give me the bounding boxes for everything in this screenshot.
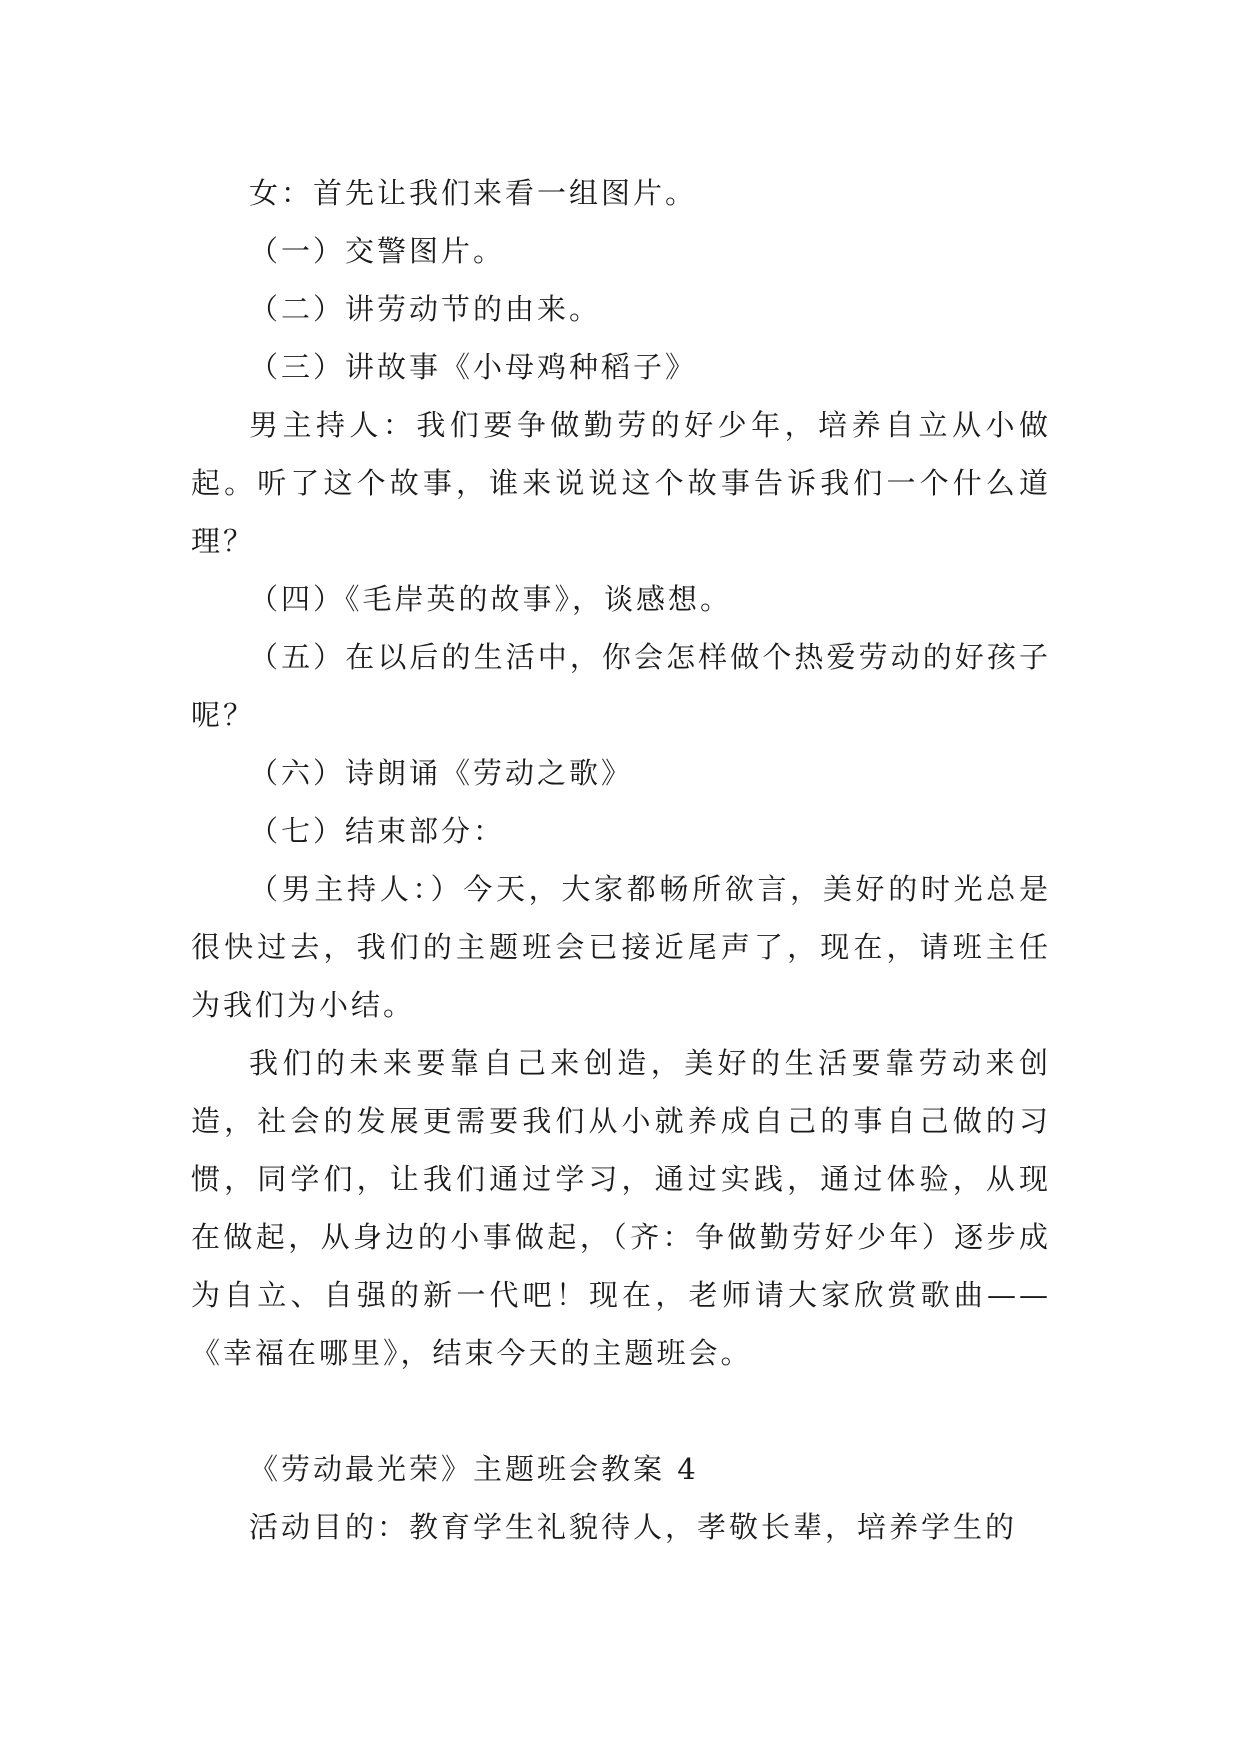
paragraph: 男主持人：我们要争做勤劳的好少年，培养自立从小做起。听了这个故事，谁来说说这个故事告诉我们一个什么道理？	[191, 408, 1051, 558]
paragraph: （一）交警图片。	[249, 234, 506, 268]
paragraph: （四）《毛岸英的故事》，谈感想。	[249, 582, 733, 616]
paragraph: （三）讲故事《小母鸡种稻子》	[249, 350, 698, 384]
paragraph: （六）诗朗诵《劳动之歌》	[249, 756, 634, 790]
paragraph: （五）在以后的生活中，你会怎样做个热爱劳动的好孩子呢？	[191, 640, 1051, 732]
section-spacer	[191, 1382, 1051, 1440]
paragraph: 女：首先让我们来看一组图片。	[249, 176, 698, 210]
document-body	[191, 164, 1051, 1556]
paragraph: （男主持人：）今天，大家都畅所欲言，美好的时光总是很快过去，我们的主题班会已接近尾声了，现在，请班主任为我们为小结。	[191, 872, 1051, 1022]
paragraph: （二）讲劳动节的由来。	[249, 292, 602, 326]
section-title: 《劳动最光荣》主题班会教案 4	[249, 1452, 699, 1486]
paragraph: 活动目的：教育学生礼貌待人，孝敬长辈，培养学生的	[249, 1510, 1018, 1544]
paragraph: 我们的未来要靠自己来创造，美好的生活要靠劳动来创造，社会的发展更需要我们从小就养成自己的事自己做的习惯，同学们，让我们通过学习，通过实践，通过体验，从现在做起，从身边的小事做起，（齐：争做勤劳好少年）逐步成为自立、自强的新一代吧！现在，老师请大家欣赏歌曲——《幸福在哪里》，结束今天的主题班会。	[191, 1046, 1051, 1370]
paragraph: （七）结束部分：	[249, 814, 506, 848]
